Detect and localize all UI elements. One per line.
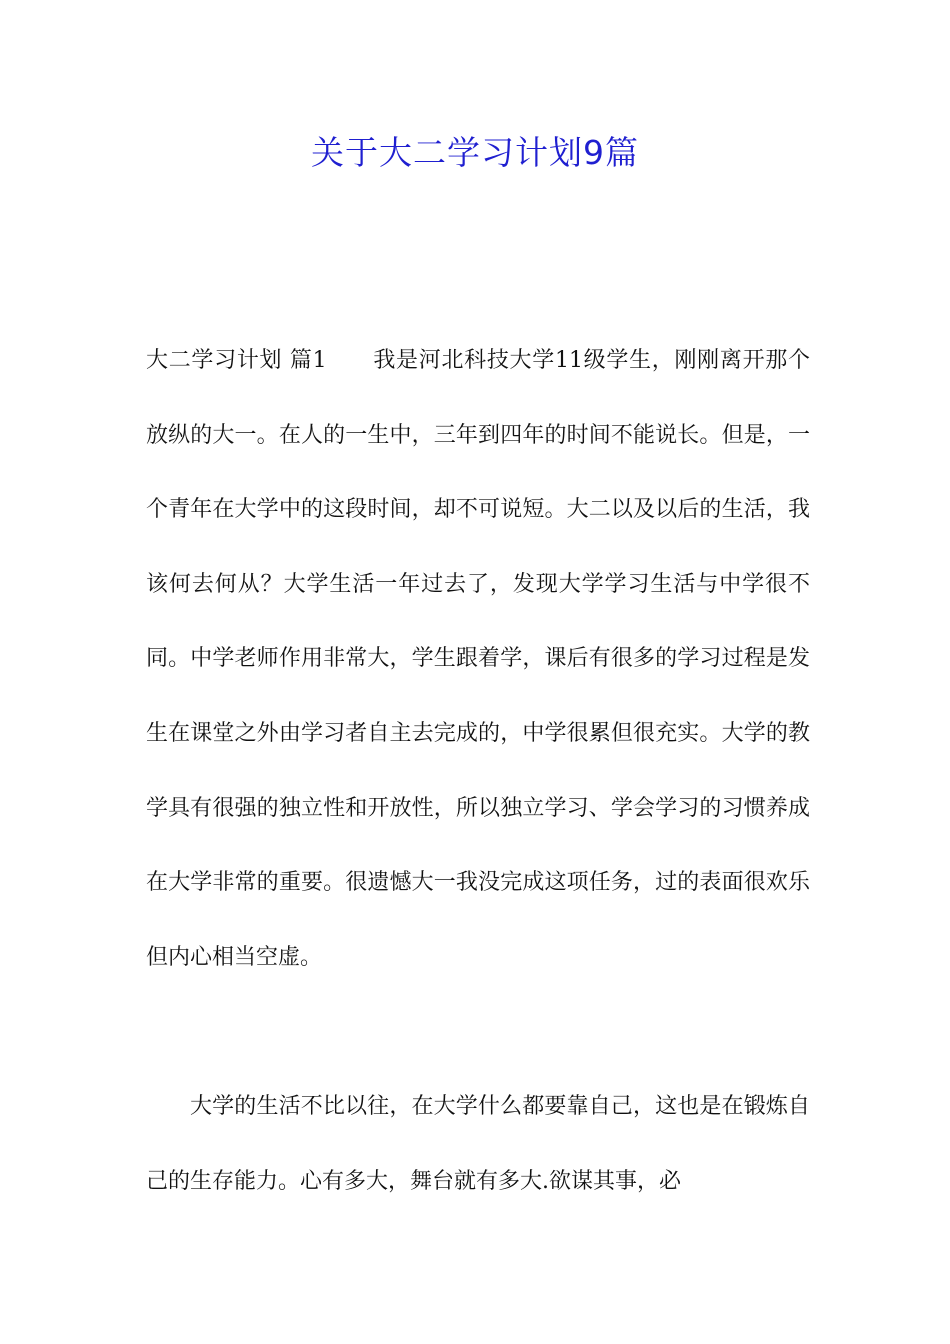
paragraph-2: 大学的生活不比以往，在大学什么都要靠自己，这也是在锻炼自己的生存能力。心有多大，舞台就有多大.欲谋其事，必 [146, 1094, 810, 1194]
document-title: 关于大二学习计划9篇 [311, 133, 639, 172]
paragraph-1-text: 我是河北科技大学11级学生，刚刚离开那个放纵的大一。在人的一生中，三年到四年的时间不能说长。但是，一个青年在大学中的这段时间，却不可说短。大二以及以后的生活，我该何去何从？大学生活一年过去了，发现大学学习生活与中学很不同。中学老师作用非常大，学生跟着学，课后有很多的学习过程是发生在课堂之外由学习者自主去完成的，中学很累但很充实。大学的教学具有很强的独立性和开放性，所以独立学习、学会学习的习惯养成在大学非常的重要。很遗憾大一我没完成这项任务，过的表面很欢乐但内心相当空虚。 [146, 348, 810, 970]
paragraph-1 [146, 324, 810, 995]
section-heading: 大二学习计划 篇1 [146, 348, 327, 373]
